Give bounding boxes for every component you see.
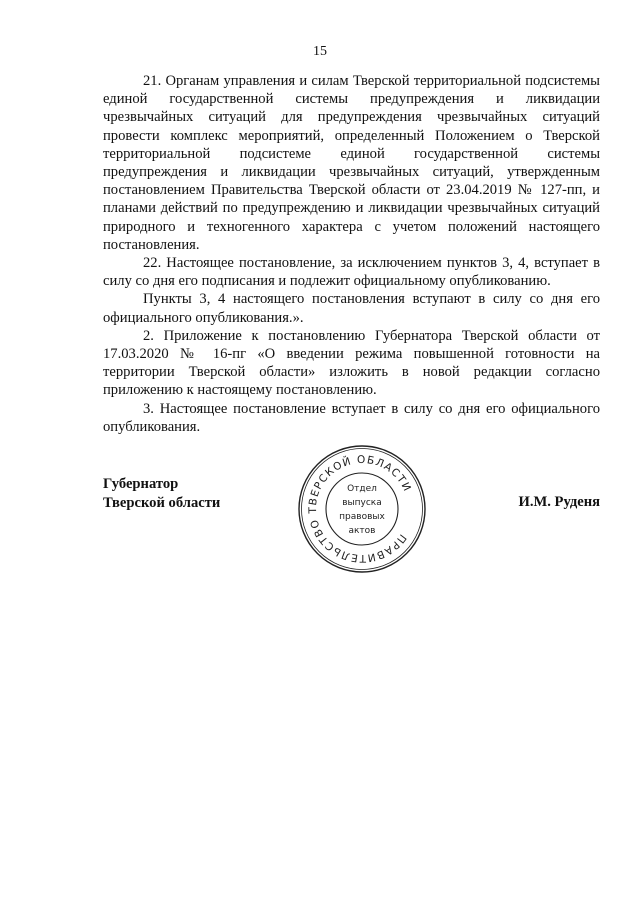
stamp-center-line1: Отдел [347,484,377,494]
page-number: 15 [313,44,327,59]
stamp-ring-text: ПРАВИТЕЛЬСТВО ТВЕРСКОЙ ОБЛАСТИ [306,453,414,565]
signatory-title-line2: Тверской области [103,495,221,511]
stamp-center-line4: актов [348,526,376,536]
paragraph-22: 22. Настоящее постановление, за исключением пунктов 3, 4, вступает в силу со дня его подписания и подлежит официальному опубликованию. [103,255,600,290]
signatory-name: И.М. Руденя [518,494,600,510]
signatory-title-line1: Губернатор [103,476,179,492]
signatory-title [103,475,220,513]
paragraph-3: 3. Настоящее постановление вступает в силу со дня его официального опубликования. [103,400,600,435]
stamp-center-line2: выпуска [342,498,382,508]
stamp-center-line3: правовых [339,512,385,522]
document-body [103,72,600,436]
paragraph-21: 21. Органам управления и силам Тверской территориальной подсистемы единой государственной системы предупреждения и ликвидации чрезвычайных ситуаций для предупреждения чрезвычайных ситуаций провести комплекс мероприятий, определенный Положением о Тверской территориальной подсистеме единой государственной системы предупреждения и ликвидации чрезвычайных ситуаций, утвержденным постановлением Правительства Тверской области от 23.04.2019 № 127-пп, и планами действий по предупреждению и ликвидации чрезвычайных ситуаций природного и техногенного характера с учетом положений настоящего постановления. [103,73,600,253]
paragraph-points-3-4: Пункты 3, 4 настоящего постановления вступают в силу со дня его официального опубликования.». [103,291,600,326]
paragraph-2: 2. Приложение к постановлению Губернатора Тверской области от 17.03.2020 № 16-пг «О введении режима повышенной готовности на территории Тверской области» изложить в новой редакции согласно приложению к настоящему постановлению. [103,327,600,399]
stamp-seal-icon [296,443,428,575]
official-stamp [296,443,428,575]
